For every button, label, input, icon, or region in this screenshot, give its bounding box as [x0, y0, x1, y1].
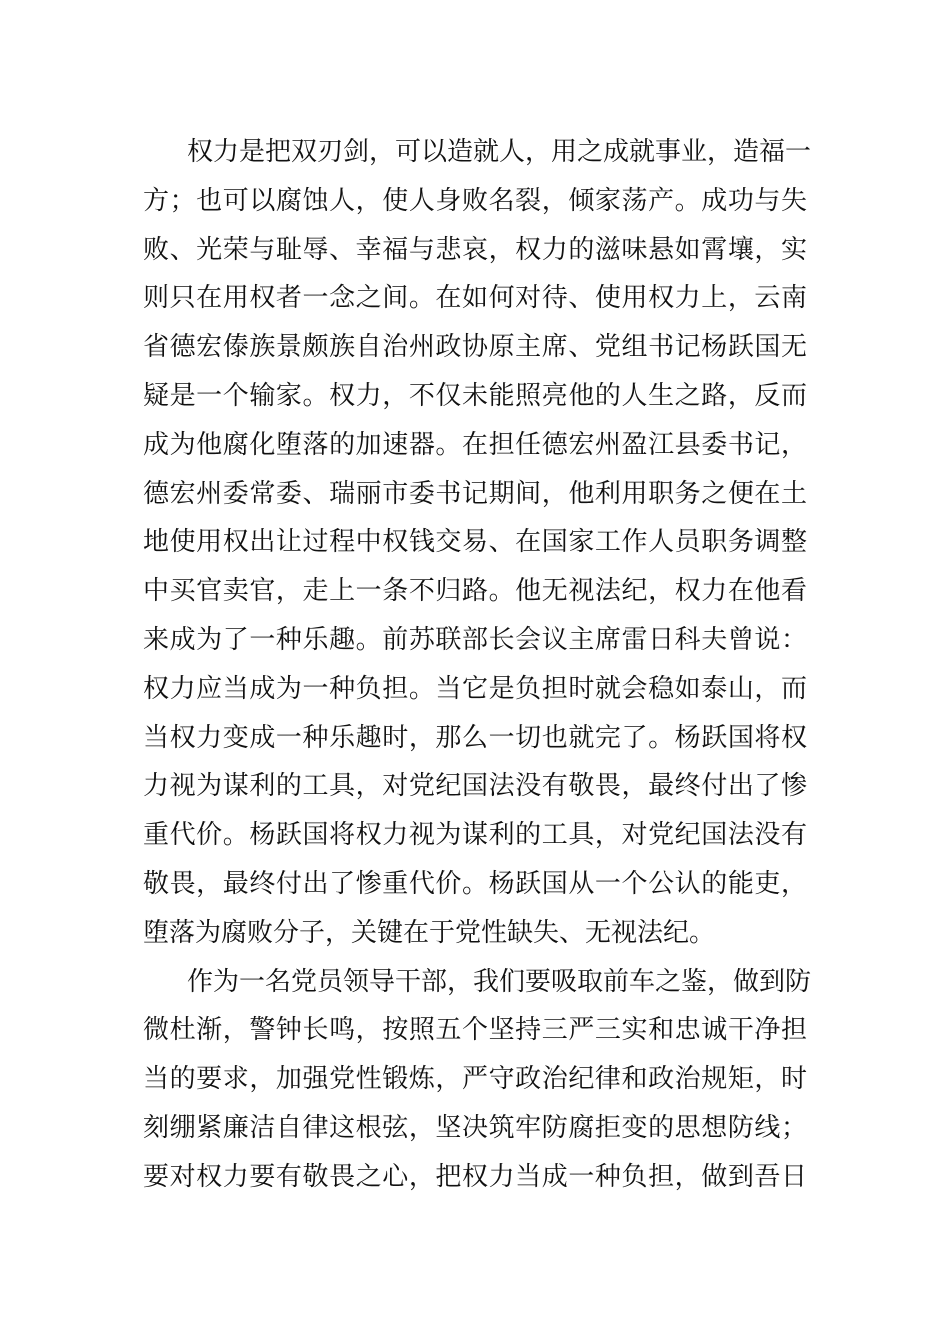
- text-line: 要对权力要有敬畏之心，把权力当成一种负担，做到吾日: [143, 1161, 807, 1192]
- text-line: 败、光荣与耻辱、幸福与悲哀，权力的滋味悬如霄壤，实: [143, 234, 807, 265]
- paragraph-2: [143, 958, 812, 1202]
- text-line: 微杜渐，警钟长鸣，按照五个坚持三严三实和忠诚干净担: [143, 1015, 807, 1046]
- text-line: 当权力变成一种乐趣时，那么一切也就完了。杨跃国将权: [143, 722, 807, 753]
- text-line: 堕落为腐败分子，关键在于党性缺失、无视法纪。: [143, 917, 716, 948]
- text-line: 地使用权出让过程中权钱交易、在国家工作人员职务调整: [143, 527, 807, 558]
- text-line: 成为他腐化堕落的加速器。在担任德宏州盈江县委书记，: [143, 429, 807, 460]
- text-line: 力视为谋利的工具，对党纪国法没有敬畏，最终付出了惨: [143, 771, 807, 802]
- text-line: 当的要求，加强党性锻炼，严守政治纪律和政治规矩，时: [143, 1064, 807, 1095]
- paragraph-1: [143, 128, 812, 958]
- text-line: 德宏州委常委、瑞丽市委书记期间，他利用职务之便在土: [143, 478, 807, 509]
- text-line: 疑是一个输家。权力，不仅未能照亮他的人生之路，反而: [143, 380, 807, 411]
- text-line: 作为一名党员领导干部，我们要吸取前车之鉴，做到防: [187, 966, 812, 997]
- text-line: 中买官卖官，走上一条不归路。他无视法纪，权力在他看: [143, 576, 807, 607]
- text-line: 则只在用权者一念之间。在如何对待、使用权力上，云南: [143, 283, 807, 314]
- text-line: 重代价。杨跃国将权力视为谋利的工具，对党纪国法没有: [143, 820, 807, 851]
- text-line: 省德宏傣族景颇族自治州政协原主席、党组书记杨跃国无: [143, 332, 807, 363]
- text-line: 权力是把双刃剑，可以造就人，用之成就事业，造福一: [187, 137, 812, 167]
- text-line: 方；也可以腐蚀人，使人身败名裂，倾家荡产。成功与失: [143, 185, 807, 216]
- document-page: [143, 128, 812, 1202]
- text-line: 敬畏，最终付出了惨重代价。杨跃国从一个公认的能吏，: [143, 868, 807, 899]
- text-line: 来成为了一种乐趣。前苏联部长会议主席雷日科夫曾说：: [143, 624, 807, 655]
- text-line: 刻绷紧廉洁自律这根弦，坚决筑牢防腐拒变的思想防线；: [143, 1112, 807, 1143]
- text-line: 权力应当成为一种负担。当它是负担时就会稳如泰山，而: [143, 673, 807, 704]
